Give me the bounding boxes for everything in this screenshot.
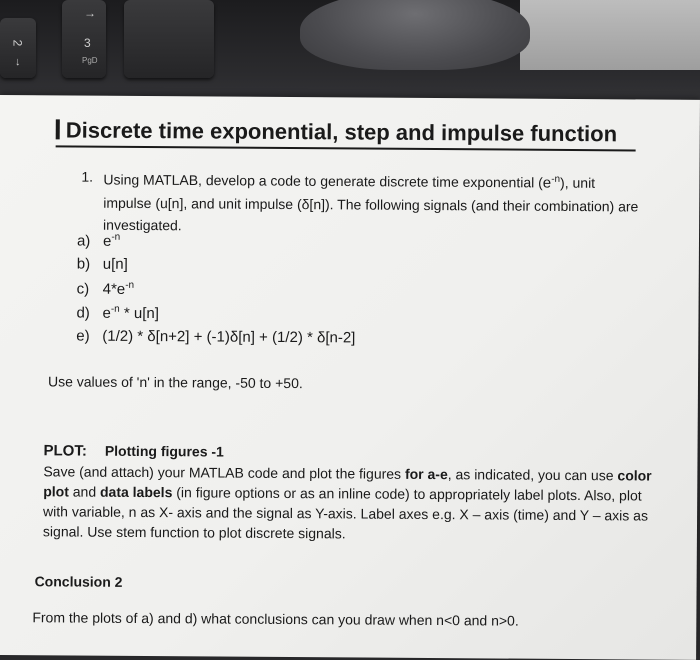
signal-item — [77, 232, 120, 250]
key-blank[interactable] — [124, 0, 214, 78]
page-title — [56, 117, 636, 151]
plot-bold-2: color plot — [43, 467, 652, 500]
question-1-exp-base: e — [542, 174, 552, 192]
conclusion-question: From the plots of a) and d) what conclusions can you draw when n<0 and n>0. — [32, 609, 519, 629]
signal-item-label: e) — [76, 327, 90, 345]
paper-sheet — [0, 95, 700, 660]
key-3-pgdn: PgD — [82, 56, 98, 65]
range-text: Use values of 'n' in the range, -50 to +50. — [47, 373, 303, 392]
key-2[interactable] — [0, 18, 36, 78]
signal-item-label: b) — [76, 255, 91, 273]
plot-text-3: and — [68, 483, 101, 500]
plot-text-2: , as indicated, you can use — [447, 466, 618, 484]
key-2-label: 2 — [10, 39, 25, 47]
question-1 — [81, 166, 642, 233]
question-1-number: 1. — [81, 168, 94, 185]
signal-item-text: e — [102, 232, 112, 250]
signal-item-rest: * u[n] — [119, 304, 159, 323]
plot-title: Plotting figures -1 — [104, 442, 224, 460]
conclusion-title: Conclusion 2 — [34, 573, 123, 590]
signal-item-exponent: -n — [110, 303, 120, 315]
plot-bold-1: for a-e — [404, 465, 448, 483]
page-title-text: Discrete time exponential, step and impulse function — [65, 117, 618, 147]
signal-item-exponent: -n — [111, 231, 121, 243]
signal-item-label: a) — [76, 232, 91, 250]
desk-surface — [520, 0, 700, 70]
question-1-exp-power: -n — [551, 173, 561, 185]
signal-item-text: 4*e — [102, 280, 126, 298]
signal-item-label: c) — [76, 280, 90, 298]
question-1-part2: ), unit impulse (u[n], and unit impulse (δ[n]). The following signals (and their combination) are investigated. — [103, 174, 639, 233]
key-3-label: 3 — [84, 36, 91, 50]
plot-instructions — [43, 461, 664, 545]
signal-item-text: u[n] — [102, 255, 128, 273]
signal-item — [77, 256, 128, 273]
signal-item-text: e — [102, 304, 111, 322]
plot-label: PLOT: — [43, 442, 87, 460]
signal-item — [76, 304, 159, 323]
signal-item-exponent: -n — [125, 279, 135, 291]
heading-marker — [56, 119, 60, 139]
signal-item — [77, 280, 135, 298]
mouse — [300, 0, 530, 70]
key-3-arrow: → — [84, 6, 96, 20]
question-1-part1: Using MATLAB, develop a code to generate discrete time exponential ( — [103, 171, 543, 191]
key-2-arrow: ↓ — [15, 56, 21, 68]
plot-text-4: (in figure options or as an inline code) to appropriately label plots. Also, plot with variable, n as X- axis and the signal as Y-axis. Label axes e.g. X – axis (time) and Y – axis as signal. Use stem function to plot discrete signals. — [42, 484, 649, 542]
plot-text-1: Save (and attach) your MATLAB code and plot the figures — [43, 463, 406, 482]
signal-item — [76, 328, 355, 347]
question-1-text — [103, 166, 639, 239]
plot-section — [43, 440, 664, 545]
key-3[interactable] — [62, 0, 106, 78]
plot-bold-3: data labels — [99, 483, 173, 501]
signal-item-label: d) — [76, 304, 90, 322]
signal-item-text: (1/2) * δ[n+2] + (-1)δ[n] + (1/2) * δ[n-2] — [102, 327, 356, 347]
